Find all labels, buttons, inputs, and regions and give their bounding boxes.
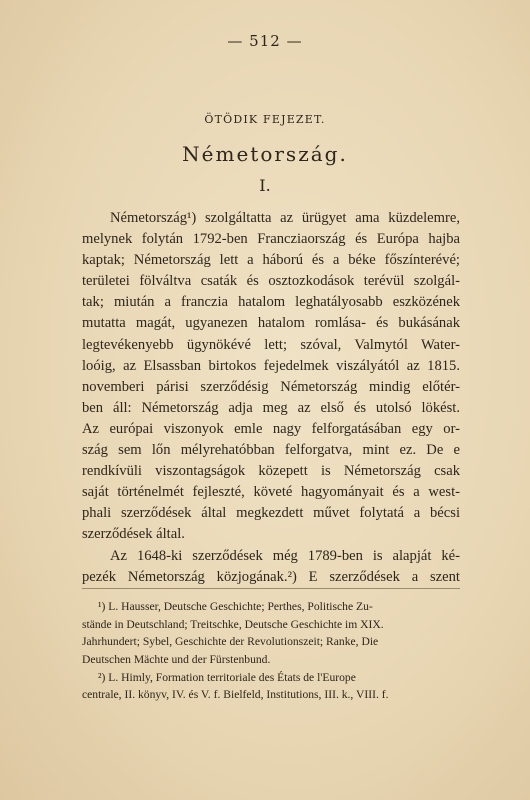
body-line: szág sem lőn mélyrehatóbban felforgatva, mint ez. De e bbox=[82, 442, 460, 459]
footnote-line: stände in Deutschland; Treitschke, Deutsche Geschichte im XIX. bbox=[82, 617, 384, 631]
page-title: Németország. bbox=[182, 142, 348, 166]
body-line: melynek folytán 1792-ben Francziaország és Európa hajba bbox=[82, 231, 460, 248]
body-line: novemberi párisi szerződésig Németország mindig előtér- bbox=[82, 378, 460, 395]
body-text bbox=[82, 208, 460, 588]
footnote-line: ¹) L. Hausser, Deutsche Geschichte; Perthes, Politische Zu- bbox=[98, 600, 373, 613]
body-line: legtevékenyebb ügynökévé lett; szóval, Valmytól Water- bbox=[82, 336, 460, 353]
page-number: — 512 — bbox=[227, 32, 303, 50]
footnote-line: Jahrhundert; Sybel, Geschichte der Revolutionszeit; Ranke, Die bbox=[82, 635, 379, 649]
body-line: loóig, az Elsassban birtokos fejedelmek viszályától az 1815. bbox=[82, 357, 460, 374]
body-line: Németország¹) szolgáltatta az ürügyet ama küzdelemre, bbox=[110, 210, 460, 226]
section-number: I. bbox=[259, 176, 271, 195]
body-line: területei fölváltva csaták és osztozkodások terévül szolgál- bbox=[82, 273, 460, 290]
footnote-line: Deutschen Mächte und der Fürstenbund. bbox=[82, 653, 271, 667]
body-line: Az 1648-ki szerződések még 1789-ben is alapját ké- bbox=[110, 547, 460, 564]
body-line: mutatta magát, ugyanezen hatalom romlása- és bukásának bbox=[82, 315, 460, 332]
footnote-line: centrale, II. könyv, IV. és V. f. Bielfeld, Institutions, III. k., VIII. f. bbox=[82, 688, 389, 702]
body-line: Az európai viszonyok emle nagy felforgatásában egy or- bbox=[82, 420, 460, 437]
footnote-line: ²) L. Himly, Formation territoriale des États de l'Europe bbox=[98, 670, 356, 684]
body-line: pezék Németország közjogának.²) E szerződések a szent bbox=[82, 568, 460, 585]
body-line: phali szerződések által megkezdett művet folytatá a bécsi bbox=[82, 505, 460, 522]
body-line: rendkívüli viszontagságok közepett is Németország csak bbox=[82, 463, 460, 480]
body-line: ben áll: Németország adja meg az első és utolsó lökést. bbox=[82, 399, 460, 416]
footnote-divider bbox=[82, 588, 460, 589]
chapter-heading: ÖTÖDIK FEJEZET. bbox=[204, 113, 326, 126]
body-line: saját történelmét fejleszté, követé hagyományait és a west- bbox=[82, 484, 460, 501]
footnotes bbox=[82, 598, 460, 704]
body-line: szerződések által. bbox=[82, 526, 185, 543]
body-line: kaptak; Németország lett a háború és a béke főszínterévé; bbox=[82, 252, 460, 269]
body-line: tak; miután a franczia hatalom leghatályosabb eszközének bbox=[82, 294, 460, 311]
